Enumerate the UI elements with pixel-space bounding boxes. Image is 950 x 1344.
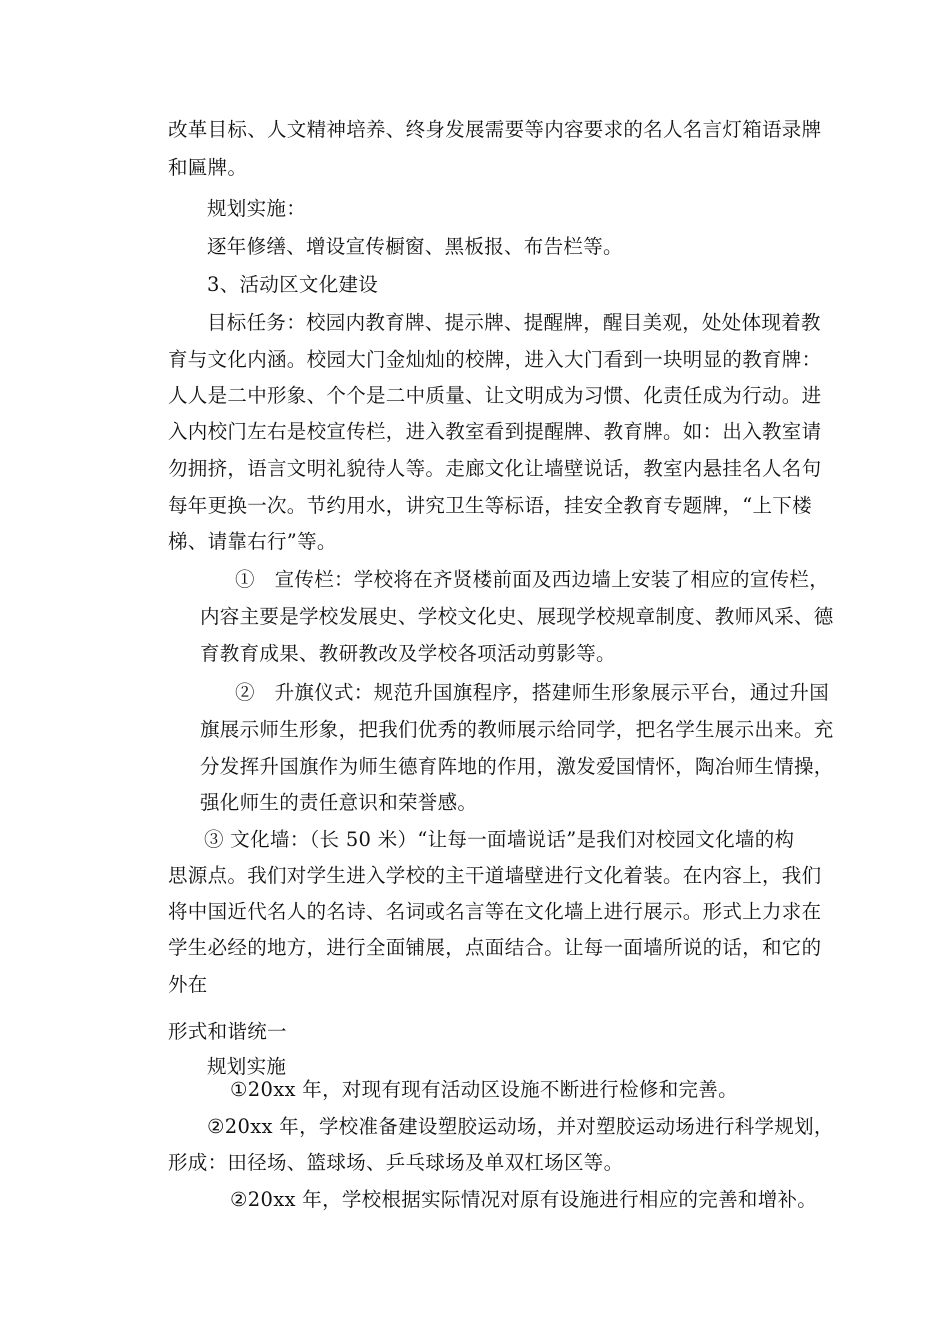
text-line: 学生必经的地方，进行全面铺展，点面结合。让每一面墙所说的话，和它的 bbox=[168, 936, 822, 959]
list-item: ③ 文化墙：（长 50 米）“让每一面墙说话”是我们对校园文化墙的构 bbox=[204, 828, 795, 851]
list-item: ②20xx 年，学校准备建设塑胶运动场，并对塑胶运动场进行科学规划， bbox=[207, 1115, 834, 1138]
section-heading: 3、活动区文化建设 bbox=[207, 273, 379, 296]
list-item: ①20xx 年，对现有现有活动区设施不断进行检修和完善。 bbox=[230, 1078, 738, 1101]
text-line: 旗展示师生形象，把我们优秀的教师展示给同学，把名学生展示出来。充 bbox=[200, 718, 834, 741]
text-line: 将中国近代名人的名诗、名词或名言等在文化墙上进行展示。形式上力求在 bbox=[168, 900, 822, 923]
text-line: 育教育成果、教研教改及学校各项活动剪影等。 bbox=[200, 642, 616, 665]
text-line: 思源点。我们对学生进入学校的主干道墙壁进行文化着装。在内容上，我们 bbox=[168, 864, 822, 887]
text-line: 和匾牌。 bbox=[168, 156, 248, 179]
text-line: 目标任务：校园内教育牌、提示牌、提醒牌，醒目美观，处处体现着教 bbox=[207, 311, 821, 334]
text-line: 内容主要是学校发展史、学校文化史、展现学校规章制度、教师风采、德 bbox=[200, 605, 834, 628]
text-line: 形成：田径场、篮球场、乒乓球场及单双杠场区等。 bbox=[168, 1151, 624, 1174]
text-line: 形式和谐统一 bbox=[168, 1020, 287, 1043]
text-line: 规划实施 bbox=[207, 1055, 287, 1078]
list-item: ②20xx 年，学校根据实际情况对原有设施进行相应的完善和增补。 bbox=[230, 1188, 818, 1211]
text-line: 改革目标、人文精神培养、终身发展需要等内容要求的名人名言灯箱语录牌 bbox=[168, 118, 822, 141]
text-line: 勿拥挤，语言文明礼貌待人等。走廊文化让墙壁说话，教室内悬挂名人名句 bbox=[168, 457, 822, 480]
text-line: 每年更换一次。节约用水，讲究卫生等标语，挂安全教育专题牌，“上下楼 bbox=[168, 494, 812, 517]
text-line: 梯、请靠右行”等。 bbox=[168, 530, 337, 553]
text-line: 人人是二中形象、个个是二中质量、让文明成为习惯、化责任成为行动。进 bbox=[168, 384, 822, 407]
text-line: 外在 bbox=[168, 973, 208, 996]
text-line: 规划实施： bbox=[207, 197, 307, 220]
text-line: 强化师生的责任意识和荣誉感。 bbox=[200, 791, 478, 814]
list-item: ① 宣传栏：学校将在齐贤楼前面及西边墙上安装了相应的宣传栏， bbox=[235, 568, 830, 591]
text-line: 入内校门左右是校宣传栏，进入教室看到提醒牌、教育牌。如：出入教室请 bbox=[168, 420, 822, 443]
text-line: 逐年修缮、增设宣传橱窗、黑板报、布告栏等。 bbox=[207, 235, 623, 258]
list-item: ② 升旗仪式：规范升国旗程序，搭建师生形象展示平台，通过升国 bbox=[235, 681, 830, 704]
text-line: 分发挥升国旗作为师生德育阵地的作用，激发爱国情怀，陶冶师生情操， bbox=[200, 755, 834, 778]
text-line: 育与文化内涵。校园大门金灿灿的校牌，进入大门看到一块明显的教育牌： bbox=[168, 348, 822, 371]
